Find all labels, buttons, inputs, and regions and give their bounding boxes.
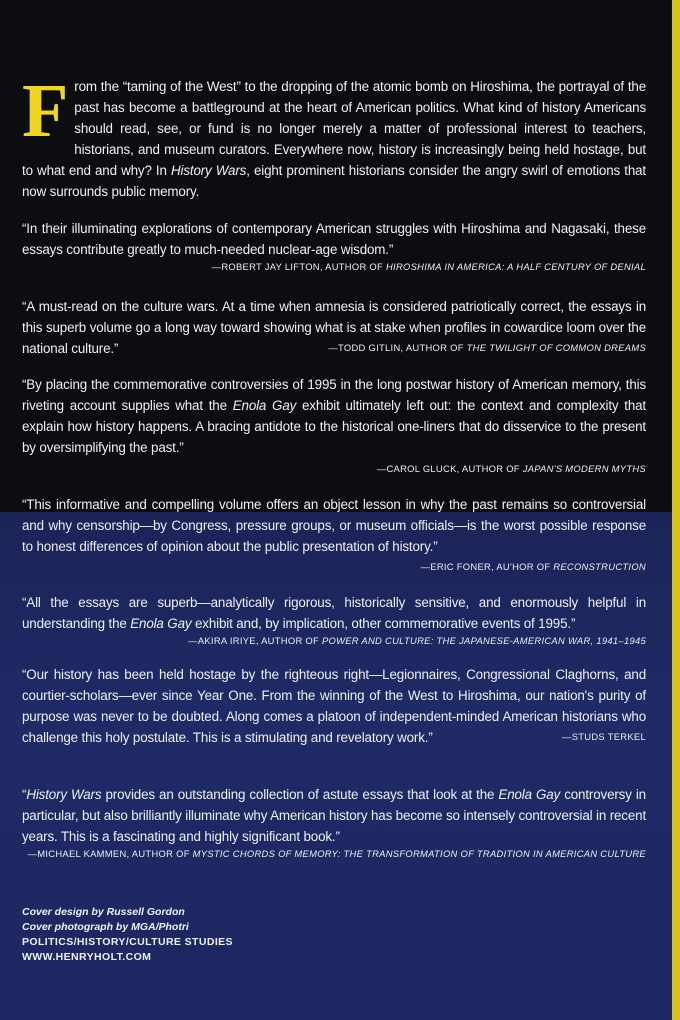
blurb-lifton <box>22 218 646 274</box>
drop-cap: F <box>22 69 69 153</box>
blurb-gluck <box>22 374 646 476</box>
blurb-iriye <box>22 592 646 648</box>
blurb-attribution: —ROBERT JAY LIFTON, AUTHOR OF HIROSHIMA IN AMERICA: A HALF CENTURY OF DENIAL <box>211 261 646 272</box>
blurb-attribution: —CAROL GLUCK, AUTHOR OF JAPAN'S MODERN MYTHS <box>376 463 646 474</box>
blurb-text: “History Wars provides an outstanding collection of astute essays that look at the Enola Gay controversy in particular, but also brilliantly illuminate why American history has become so intensely controversial in recent years. This is a fascinating and highly significant book.” <box>22 787 647 844</box>
intro-paragraph <box>22 69 646 202</box>
blurb-terkel <box>22 664 646 748</box>
intro-text-2: , eight prominent historians consider the angry swirl of emotions that now surrounds public memory. <box>22 163 646 199</box>
intro-text-1: rom the “taming of the West” to the dropping of the atomic bomb on Hiroshima, the portrayal of the past has become a battleground at the heart of American politics. What kind of history Americans should read, see, or fund is no longer merely a matter of professional interest to teachers, historians, and museum curators. Everywhere now, history is increasingly being held hostage, but to what end and why? In <box>22 79 646 178</box>
photo-credit: Cover photograph by MGA/Photri <box>22 921 189 933</box>
blurb-attribution: —MICHAEL KAMMEN, AUTHOR OF MYSTIC CHORDS OF MEMORY: THE TRANSFORMATION OF TRADITION IN AMERICAN CULTURE <box>27 848 646 859</box>
blurb-attribution: —STUDS TERKEL <box>562 731 646 742</box>
blurb-foner <box>22 494 646 574</box>
category-label: POLITICS/HISTORY/CULTURE STUDIES <box>22 936 233 948</box>
blurb-text: “By placing the commemorative controversies of 1995 in the long postwar history of American memory, this riveting account supplies what the Enola Gay exhibit ultimately left out: the context and complexity that explain how history happens. A bracing antidote to the historical one-liners that do disservice to the present by oversimplifying the past.” <box>22 377 646 455</box>
blurb-text: “In their illuminating explorations of contemporary American struggles with Hiroshima and Nagasaki, these essays contribute greatly to much-needed nuclear-age wisdom.” <box>22 221 646 257</box>
intro-title: History Wars <box>170 163 247 178</box>
publisher-website: WWW.HENRYHOLT.COM <box>22 951 152 963</box>
design-credit: Cover design by Russell Gordon <box>22 906 185 918</box>
spine-edge <box>672 0 680 1020</box>
blurb-attribution: —AKIRA IRIYE, AUTHOR OF POWER AND CULTURE: THE JAPANESE-AMERICAN WAR, 1941–1945 <box>188 635 646 646</box>
blurb-attribution: —ERIC FONER, AU'HOR OF RECONSTRUCTION <box>420 561 646 572</box>
blurb-text: “This informative and compelling volume offers an object lesson in why the past remains so controversial and why censorship—by Congress, pressure groups, or museum officials—is the worst possible response to honest differences of opinion about the public presentation of history.” <box>22 497 646 554</box>
blurb-gitlin <box>22 296 646 359</box>
blurb-text: “A must-read on the culture wars. At a time when amnesia is considered patriotically correct, the essays in this superb volume go a long way toward showing what is at stake when profiles in cowardice loom over the national culture.” <box>22 299 646 356</box>
cover-credits <box>22 905 322 965</box>
blurb-kammen <box>22 784 646 861</box>
blurb-text: “Our history has been held hostage by the righteous right—Legionnaires, Congressional Claghorns, and courtier-scholars—ever since Year One. From the winning of the West to Hiroshima, our nation's purity of purpose was never to be doubted. Along comes a platoon of independent-minded American historians who challenge this holy postulate. This is a stimulating and revelatory work.” <box>22 667 646 745</box>
blurb-attribution: —TODD GITLIN, AUTHOR OF THE TWILIGHT OF COMMON DREAMS <box>328 342 646 353</box>
blurb-text: “All the essays are superb—analytically rigorous, historically sensitive, and enormously helpful in understanding the Enola Gay exhibit and, by implication, other commemorative events of 1995.” <box>22 595 646 631</box>
